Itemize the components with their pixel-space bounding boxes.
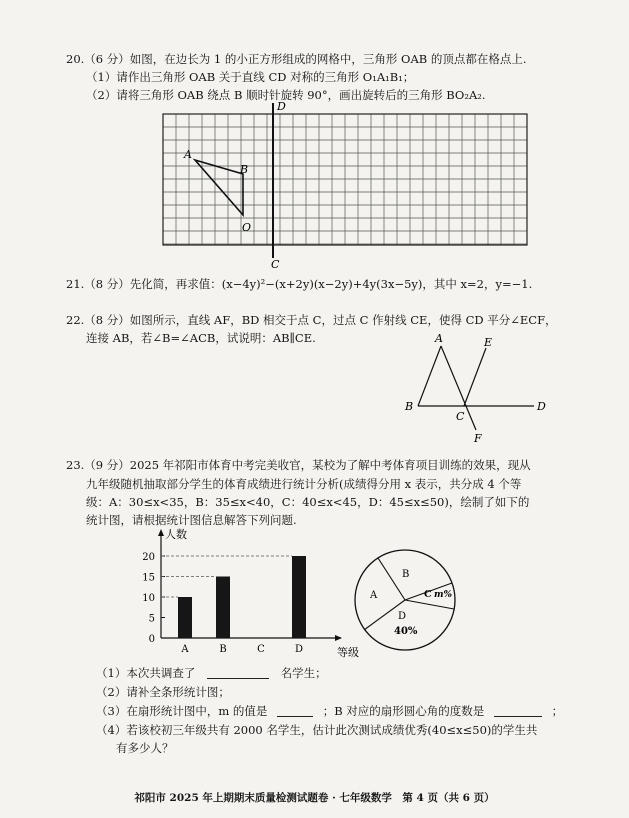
label-o: O — [242, 221, 252, 234]
q20-part2: （2）请将三角形 OAB 绕点 B 顺时针旋转 90°，画出旋转后的三角形 BO₂A₂. — [86, 88, 486, 102]
q23-sub3 — [96, 703, 563, 719]
bar-b — [216, 577, 230, 639]
y-axis-label: 人数 — [165, 528, 187, 541]
q23-sub4: （4）若该校初三年级共有 2000 名学生，估计此次测试成绩优秀(40≤x≤50)的学生共 — [96, 723, 538, 737]
label-a: A — [184, 148, 192, 161]
answer-blank-m[interactable] — [277, 704, 313, 717]
q20-stem: 20.（6 分）如图，在边长为 1 的小正方形组成的网格中，三角形 OAB 的顶点都在格点上. — [66, 52, 527, 66]
pie-label-a: A — [370, 590, 378, 601]
label-c: C — [271, 258, 280, 271]
label-f: F — [474, 432, 482, 445]
answer-blank-1[interactable] — [207, 666, 269, 679]
pie-label-b: B — [402, 569, 410, 580]
x-tick-label: B — [219, 644, 227, 655]
q20-grid-figure — [160, 100, 580, 271]
pie-label-d: D — [398, 611, 407, 622]
y-tick-label: 5 — [148, 613, 155, 625]
answer-blank-angle[interactable] — [494, 704, 542, 717]
label-d: D — [537, 400, 546, 413]
q23-line3: 级：A：30≤x<35，B：35≤x<40，C：40≤x<45，D：45≤x≤50)，绘制了如下的 — [86, 495, 530, 509]
pie-chart — [350, 545, 460, 655]
q23-sub1 — [96, 665, 327, 681]
q22-line2: 连接 AB，若∠B=∠ACB，试说明：AB∥CE. — [86, 331, 316, 345]
bar-a — [178, 597, 192, 638]
bar-chart — [125, 528, 359, 659]
y-tick-label: 20 — [142, 552, 155, 563]
x-tick-label: D — [294, 644, 304, 655]
q23-line4: 统计图，请根据统计图信息解答下列问题. — [86, 513, 297, 527]
q23-sub1-text: （1）本次共调查了 — [96, 666, 196, 680]
x-tick-label: A — [181, 644, 189, 655]
label-b: B — [405, 400, 414, 413]
q23-line2: 九年级随机抽取部分学生的体育成绩进行统计分析(成绩得分用 x 表示，共分成 4 个等 — [86, 477, 522, 491]
y-tick-label: 15 — [142, 572, 155, 584]
pie-value-c: m% — [434, 590, 453, 600]
q23-sub4-cont: 有多少人？ — [116, 741, 174, 755]
pie-value-d: 40% — [394, 626, 418, 637]
q23-sub3-mid: ；B 对应的扇形圆心角的度数是 — [322, 704, 485, 718]
label-b: B — [240, 163, 249, 176]
q23-line1: 23.（9 分）2025 年祁阳市体育中考完美收官，某校为了解中考体育项目训练的效果，现从 — [66, 458, 531, 472]
y-tick-label: 0 — [148, 634, 155, 645]
q20-part1: （1）请作出三角形 OAB 关于直线 CD 对称的三角形 O₁A₁B₁； — [86, 70, 415, 84]
q23-sub2: （2）请补全条形统计图； — [96, 685, 230, 699]
q22-line1: 22.（8 分）如图所示，直线 AF，BD 相交于点 C，过点 C 作射线 CE，使得 CD 平分∠ECF， — [66, 313, 557, 327]
x-axis-arrow — [335, 635, 342, 641]
y-axis-arrow — [158, 529, 164, 536]
q23-sub1-tail: 名学生； — [280, 666, 327, 680]
page-footer: 祁阳市 2025 年上期期末质量检测试题卷 · 七年级数学 第 4 页（共 6 页） — [134, 792, 495, 804]
q23-sub3-text: （3）在扇形统计图中，m 的值是 — [96, 704, 268, 718]
label-e: E — [484, 336, 493, 349]
label-a: A — [435, 332, 443, 345]
y-tick-label: 10 — [142, 593, 155, 604]
label-d: D — [277, 100, 286, 113]
q22-figure — [402, 330, 562, 450]
q21-text: 21.（8 分）先化简，再求值：(x−4y)²−(x+2y)(x−2y)+4y(3x−5y)，其中 x=2，y=−1. — [66, 277, 533, 291]
label-c: C — [456, 410, 465, 423]
bar-d — [292, 556, 306, 638]
x-tick-label: C — [257, 644, 265, 655]
pie-label-c: C — [424, 589, 432, 600]
x-axis-label: 等级 — [337, 646, 359, 659]
q23-sub3-tail: ； — [551, 704, 564, 718]
